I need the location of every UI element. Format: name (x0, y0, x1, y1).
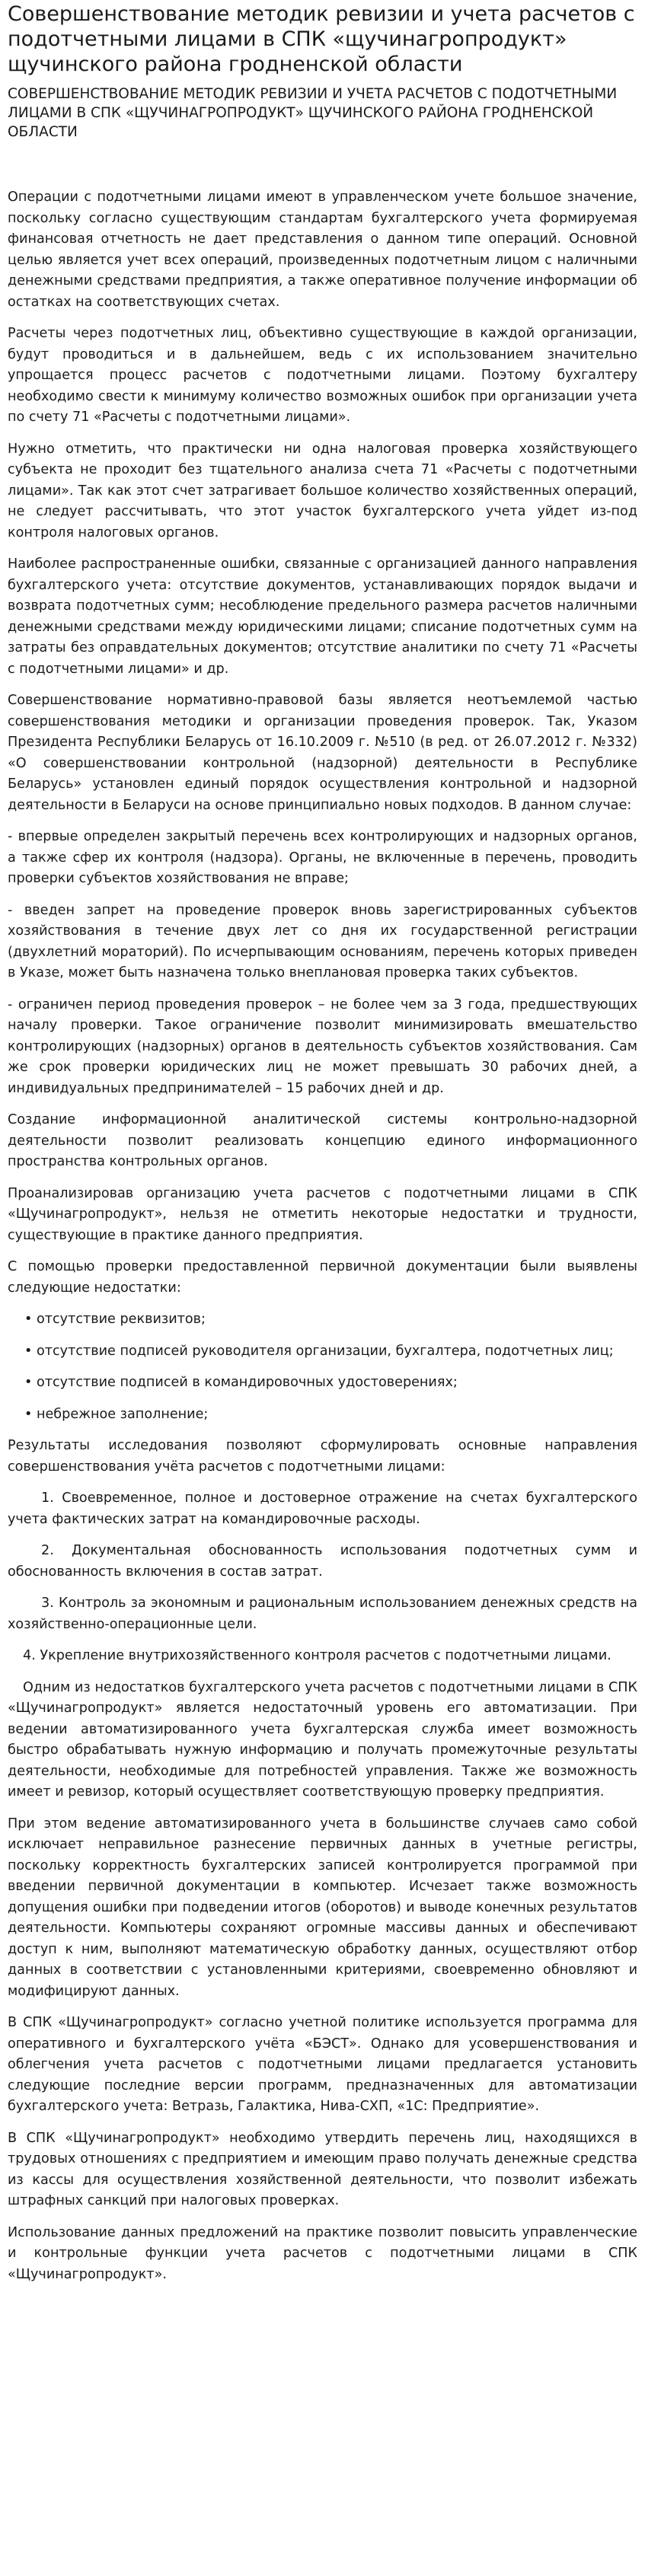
paragraph: Одним из недостатков бухгалтерского учета расчетов с подотчетными лицами в СПК «Щучинагропродукт» является недостаточный уровень его автоматизации. При ведении автоматизированного учета бухгалтерская служба имеет возможность быстро обрабатывать нужную информацию и получать промежуточные результаты деятельности, необходимые для потребностей управления. Также же возможность имеет и ревизор, который осуществляет соответствующую проверку предприятия. (8, 1679, 637, 1800)
paragraph: Проанализировав организацию учета расчетов с подотчетными лицами в СПК «Щучинагропродукт», нельзя не отметить некоторые недостатки и трудности, существующие в практике данного предприятия. (8, 1185, 637, 1243)
paragraph: Использование данных предложений на практике позволит повысить управленческие и контрольные функции учета расчетов с подотчетными лицами в СПК «Щучинагропродукт». (8, 2224, 637, 2282)
paragraph: Наиболее распространенные ошибки, связанные с организацией данного направления бухгалтерского учета: отсутствие документов, устанавливающих порядок выдачи и возврата подотчетных сумм; несоблюдение предельного размера расчетов наличными денежными средствами между юридическими лицами; списание подотчетных сумм на затраты без оправдательных документов; отсутствие аналитики по счету 71 «Расчеты с подотчетными лицами» и др. (8, 556, 637, 677)
numbered-item: 4. Укрепление внутрихозяйственного контроля расчетов с подотчетными лицами. (23, 1648, 611, 1663)
list-item: - ограничен период проведения проверок – не более чем за 3 года, предшествующих началу проверки. Такое ограничение позволит минимизировать вмешательство контролирующих (надзорных) органов в деятельность субъектов хозяйствования. Сам же срок проверки юридических лиц не может превышать 30 рабочих дней, а индивидуальных предпринимателей – 15 рабочих дней и др. (8, 996, 637, 1096)
paragraph: В СПК «Щучинагропродукт» необходимо утвердить перечень лиц, находящихся в трудовых отношениях с предприятием и имеющим право получать денежные средства из кассы для осуществления хозяйственной деятельности, что позволит избежать штрафных санкций при налоговых проверках. (8, 2130, 637, 2208)
numbered-item: 3. Контроль за экономным и рациональным использованием денежных средств на хозяйственно-операционные цели. (8, 1596, 637, 1632)
paragraph: Совершенствование нормативно-правовой базы является неотъемлемой частью совершенствования методики и организации проведения проверок. Так, Указом Президента Республики Беларусь от 16.10.2009 г. №510 (в ред. от 26.07.2012 г. №332) «О совершенствовании контрольной (надзорной) деятельности в Республике Беларусь» установлен единый порядок осуществления контрольной и надзорной деятельности в Беларуси на основе принципиально новых подходов. В данном случае: (8, 693, 637, 813)
numbered-item: 1. Своевременное, полное и достоверное отражение на счетах бухгалтерского учета фактических затрат на командировочные расходы. (8, 1490, 637, 1527)
bullet-item: • отсутствие подписей руководителя организации, бухгалтера, подотчетных лиц; (24, 1343, 614, 1359)
paragraph: Операции с подотчетными лицами имеют в управленческом учете большое значение, поскольку согласно существующим стандартам бухгалтерского учета формируемая финансовая отчетность не дает представления о данном типе операций. Основной целью является учет всех операций, произведенных подотчетным лицом с наличными денежными средствами предприятия, а также оперативное получение информации об остатках на соответствующих счетах. (8, 190, 637, 310)
article-title: Совершенствование методик ревизии и учета расчетов с подотчетными лицами в СПК «щучинагропродукт» щучинского района гродненской области (8, 2, 635, 76)
bullet-item: • небрежное заполнение; (24, 1406, 209, 1422)
article (0, 2, 645, 2285)
paragraph: При этом ведение автоматизированного учета в большинстве случаев само собой исключает неправильное разнесение первичных данных в учетные регистры, поскольку корректность бухгалтерских записей контролируется программой при введении первичной документации в компьютер. Исчезает также возможность допущения ошибки при подведении итогов (оборотов) и выводе конечных результатов деятельности. Компьютеры сохраняют огромные массивы данных и обеспечивают доступ к ним, выполняют математическую обработку данных, осуществляют отбор данных в соответствии с установленными критериями, своевременно обновляют и модифицируют данных. (8, 1816, 637, 1999)
paragraph: В СПК «Щучинагропродукт» согласно учетной политике используется программа для оперативного и бухгалтерского учёта «БЭСТ». Однако для усовершенствования и облегчения учета расчетов с подотчетными лицами предлагается установить следующие последние версии программ, предназначенных для автоматизации бухгалтерского учета: Ветразь, Галактика, Нива-СХП, «1С: Предприятие». (8, 2015, 637, 2114)
paragraph: Расчеты через подотчетных лиц, объективно существующие в каждой организации, будут проводиться и в дальнейшем, ведь с их использованием значительно упрощается процесс расчетов с подотчетными лицами. Поэтому бухгалтеру необходимо свести к минимуму количество возможных ошибок при организации учета по счету 71 «Расчеты с подотчетными лицами». (8, 326, 637, 425)
bullet-item: • отсутствие реквизитов; (24, 1312, 206, 1327)
paragraph: Нужно отметить, что практически ни одна налоговая проверка хозяйствующего субъекта не проходит без тщательного анализа счета 71 «Расчеты с подотчетными лицами». Так как этот счет затрагивает большое количество хозяйственных операций, не следует рассчитывать, что этот участок бухгалтерского учета уйдет из-под контроля налоговых органов. (8, 441, 637, 540)
paragraph: Создание информационной аналитической системы контрольно-надзорной деятельности позволит реализовать концепцию единого информационного пространства контрольных органов. (8, 1112, 637, 1169)
paragraph: С помощью проверки предоставленной первичной документации были выявлены следующие недостатки: (8, 1259, 637, 1296)
article-body (8, 187, 637, 2285)
list-item: - впервые определен закрытый перечень всех контролирующих и надзорных органов, а также сфер их контроля (надзора). Органы, не включенные в перечень, проводить проверки субъектов хозяйствования не вправе; (8, 829, 637, 886)
paragraph: Результаты исследования позволяют сформулировать основные направления совершенствования учёта расчетов с подотчетными лицами: (8, 1438, 637, 1475)
list-item: - введен запрет на проведение проверок вновь зарегистрированных субъектов хозяйствования в течение двух лет со дня их государственной регистрации (двухлетний мораторий). По исчерпывающим основаниям, перечень которых приведен в Указе, может быть назначена только внеплановая проверка таких субъектов. (8, 902, 637, 980)
numbered-item: 2. Документальная обоснованность использования подотчетных сумм и обоснованность включения в состав затрат. (8, 1543, 637, 1580)
article-subtitle: СОВЕРШЕНСТВОВАНИЕ МЕТОДИК РЕВИЗИИ И УЧЕТА РАСЧЕТОВ С ПОДОТЧЕТНЫМИ ЛИЦАМИ В СПК «ЩУЧИНАГРОПРОДУКТ» ЩУЧИНСКОГО РАЙОНА ГРОДНЕНСКОЙ ОБЛАСТИ (8, 86, 618, 140)
bullet-item: • отсутствие подписей в командировочных удостоверениях; (24, 1375, 458, 1390)
